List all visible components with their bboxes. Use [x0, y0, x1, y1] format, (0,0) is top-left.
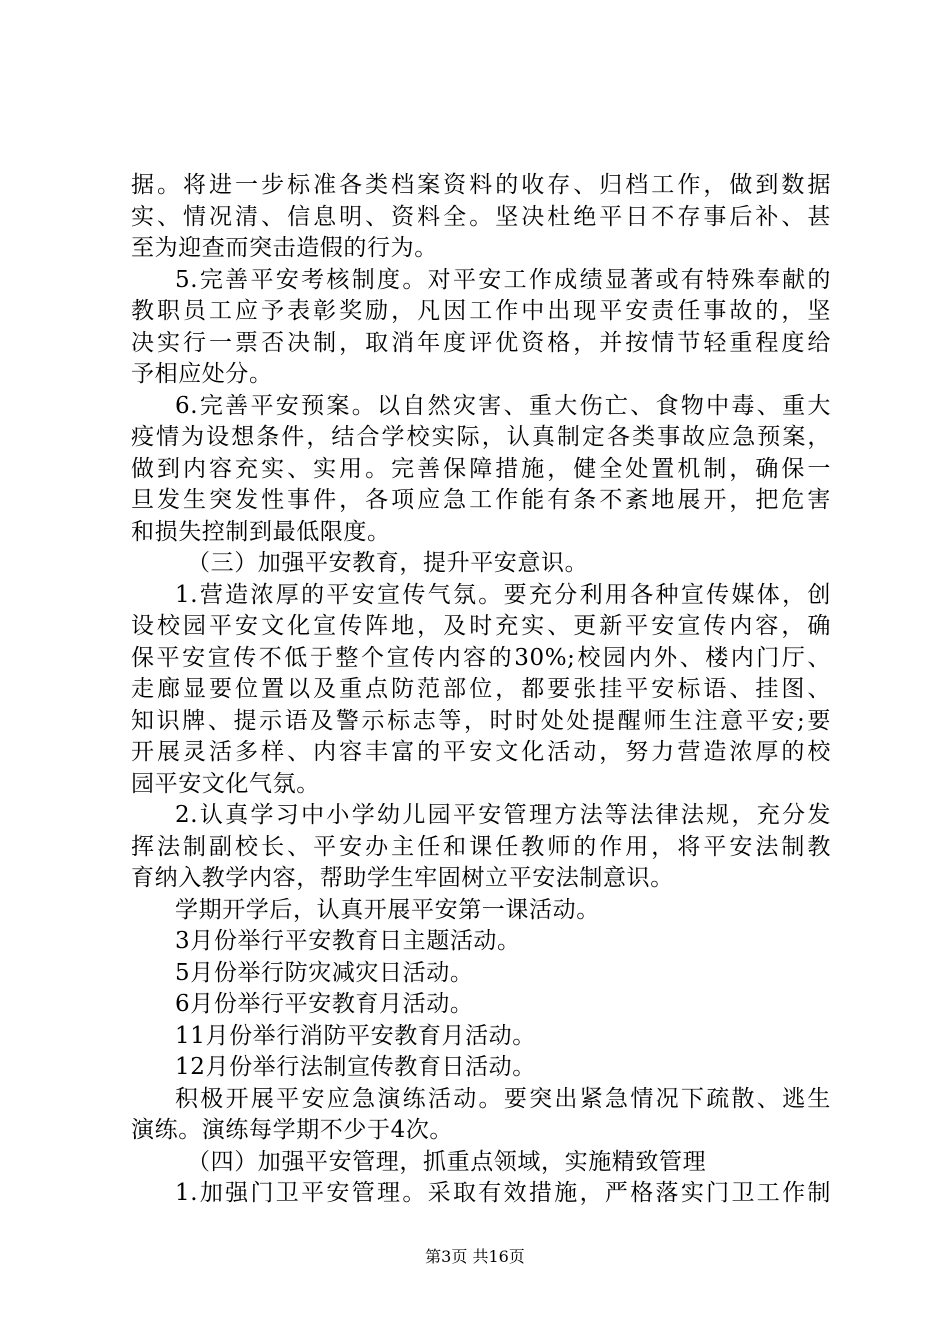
text-line: 1.加强门卫平安管理。采取有效措施，严格落实门卫工作制: [175, 1180, 831, 1206]
text-line: 保平安宣传不低于整个宣传内容的30%;校园内外、楼内门厅、: [131, 644, 831, 671]
text-line: 5月份举行防灾减灾日活动。: [175, 959, 474, 986]
text-line: 开展灵活多样、内容丰富的平安文化活动，努力营造浓厚的校: [131, 739, 831, 765]
page-footer: 第3页 共16页: [425, 1247, 525, 1266]
section-heading: （三）加强平安教育，提升平安意识。: [187, 550, 589, 576]
text-line: 积极开展平安应急演练活动。要突出紧急情况下疏散、逃生: [175, 1085, 831, 1112]
text-line: 至为迎查而突击造假的行为。: [131, 235, 438, 261]
text-line: 2.认真学习中小学幼儿园平安管理方法等法律法规，充分发: [175, 802, 831, 828]
text-line: 6.完善平安预案。以自然灾害、重大伤亡、食物中毒、重大: [175, 392, 831, 419]
text-line: 设校园平安文化宣传阵地，及时充实、更新平安宣传内容，确: [131, 613, 831, 639]
text-line: 园平安文化气氛。: [131, 770, 320, 797]
text-line: 5.完善平安考核制度。对平安工作成绩显著或有特殊奉献的: [175, 266, 831, 293]
text-line: 知识牌、提示语及警示标志等，时时处处提醒师生注意平安;要: [131, 707, 831, 734]
text-line: 据。将进一步标准各类档案资料的收存、归档工作，做到数据: [131, 172, 831, 198]
text-line: 3月份举行平安教育日主题活动。: [175, 928, 521, 954]
text-line: 教职员工应予表彰奖励，凡因工作中出现平安责任事故的，坚: [131, 298, 831, 324]
text-line: 挥法制副校长、平安办主任和课任教师的作用，将平安法制教: [131, 833, 831, 860]
section-heading: （四）加强平安管理，抓重点领域，实施精致管理: [187, 1148, 707, 1175]
text-line: 1.营造浓厚的平安宣传气氛。要充分利用各种宣传媒体，创: [175, 581, 831, 608]
text-line: 予相应处分。: [131, 361, 273, 387]
text-line: 旦发生突发性事件，各项应急工作能有条不紊地展开，把危害: [131, 487, 831, 513]
text-line: 走廊显要位置以及重点防范部位，都要张挂平安标语、挂图、: [131, 676, 831, 702]
text-line: 11月份举行消防平安教育月活动。: [175, 1022, 536, 1049]
text-line: 学期开学后，认真开展平安第一课活动。: [175, 896, 600, 923]
text-line: 做到内容充实、实用。完善保障措施，健全处置机制，确保一: [131, 455, 831, 482]
text-line: 育纳入教学内容，帮助学生牢固树立平安法制意识。: [131, 865, 674, 891]
text-line: 演练。演练每学期不少于4次。: [131, 1117, 454, 1143]
text-line: 12月份举行法制宣传教育日活动。: [175, 1054, 536, 1080]
text-line: 决实行一票否决制，取消年度评优资格，并按情节轻重程度给: [131, 329, 831, 356]
text-line: 实、情况清、信息明、资料全。坚决杜绝平日不存事后补、甚: [131, 203, 831, 230]
text-line: 和损失控制到最低限度。: [131, 518, 391, 545]
text-line: 疫情为设想条件，结合学校实际，认真制定各类事故应急预案，: [131, 424, 831, 450]
text-line: 6月份举行平安教育月活动。: [175, 991, 474, 1017]
document-body: [131, 170, 831, 1210]
